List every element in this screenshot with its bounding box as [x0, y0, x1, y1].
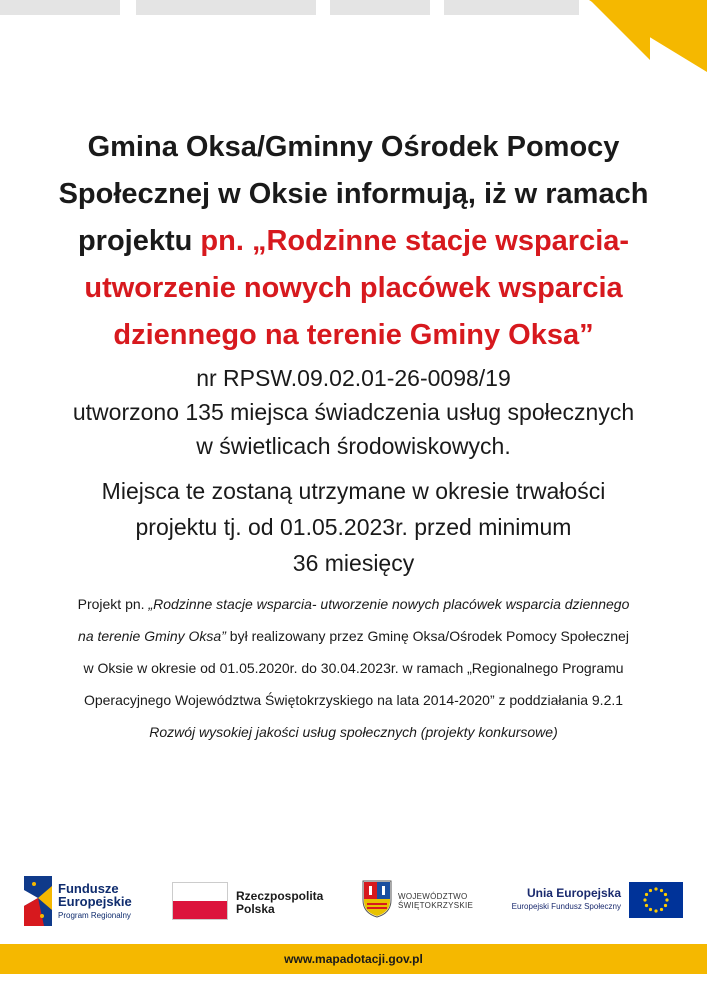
ws-title — [398, 892, 473, 910]
footer-bar — [0, 944, 707, 974]
durability-line: projektu tj. od 01.05.2023r. przed minimum — [135, 514, 572, 540]
fe-subtitle: Program Regionalny — [58, 911, 131, 920]
footnote — [22, 588, 685, 748]
top-decoration-bar — [444, 0, 579, 15]
rzeczpospolita-polska-logo — [172, 882, 337, 922]
fe-title — [58, 882, 132, 908]
headline-line: Gmina Oksa/Gminny Ośrodek Pomocy — [87, 131, 620, 163]
ue-title — [512, 886, 621, 911]
footnote-text: w Oksie w okresie od 01.05.2020r. do 30.04.2023r. w ramach „Regionalnego Programu — [83, 660, 624, 676]
ws-title-line: ŚWIĘTOKRZYSKIE — [398, 901, 474, 910]
footnote-text: był realizowany przez Gminę Oksa/Ośrodek Pomocy Społecznej — [225, 628, 629, 644]
coat-of-arms-icon — [362, 880, 392, 918]
wojewodztwo-swietokrzyskie-logo — [362, 880, 482, 924]
fundusze-europejskie-logo — [24, 876, 154, 928]
durability-line: 36 miesięcy — [292, 550, 415, 576]
headline — [30, 124, 677, 359]
unia-europejska-logo — [498, 882, 683, 926]
ue-subtitle: Europejski Fundusz Społeczny — [511, 902, 621, 911]
top-right-yellow-decoration — [589, 0, 707, 72]
logo-strip — [0, 876, 707, 932]
project-name: utworzenie nowych placówek wsparcia — [84, 272, 623, 304]
project-name: dziennego na terenie Gminy Oksa” — [113, 319, 594, 351]
info-text — [30, 395, 677, 463]
project-name: pn. „Rodzinne stacje wsparcia- — [200, 225, 630, 257]
top-decoration-bar — [330, 0, 430, 15]
footnote-italic: na terenie Gminy Oksa” — [78, 628, 226, 644]
durability-text — [30, 473, 677, 581]
footnote-text: Operacyjnego Województwa Świętokrzyskiego na lata 2014-2020” z poddziałania 9.2.1 — [83, 692, 624, 708]
pl-title-line: Rzeczpospolita — [236, 889, 324, 903]
info-line: w świetlicach środowiskowych. — [196, 433, 511, 459]
ue-title-line: Unia Europejska — [526, 886, 621, 900]
footnote-italic: Rozwój wysokiej jakości usług społecznych (projekty konkursowe) — [149, 724, 558, 740]
pl-title — [236, 890, 323, 916]
fe-title-line: Fundusze — [58, 881, 119, 896]
headline-line: projektu — [77, 225, 193, 257]
eu-flag-icon — [629, 882, 683, 918]
fe-title-line: Europejskie — [58, 894, 132, 909]
announcement — [30, 124, 677, 581]
polish-flag-icon — [172, 882, 228, 920]
top-decoration-bar — [136, 0, 316, 15]
footnote-italic: „Rodzinne stacje wsparcia- utworzenie nowych placówek wsparcia dziennego — [148, 596, 630, 612]
footnote-text: Projekt pn. — [77, 596, 149, 612]
footer-url-link[interactable]: www.mapadotacji.gov.pl — [284, 952, 423, 966]
info-line: utworzono 135 miejsca świadczenia usług społecznych — [72, 399, 635, 425]
top-decoration-bar — [0, 0, 120, 15]
headline-line: Społecznej w Oksie informują, iż w ramach — [58, 178, 649, 210]
durability-line: Miejsca te zostaną utrzymane w okresie trwałości — [101, 478, 606, 504]
pl-title-line: Polska — [236, 902, 275, 916]
ws-title-line: WOJEWÓDZTWO — [398, 892, 468, 901]
fundusze-europejskie-icon — [24, 876, 52, 926]
project-number: nr RPSW.09.02.01-26-0098/19 — [196, 365, 511, 391]
